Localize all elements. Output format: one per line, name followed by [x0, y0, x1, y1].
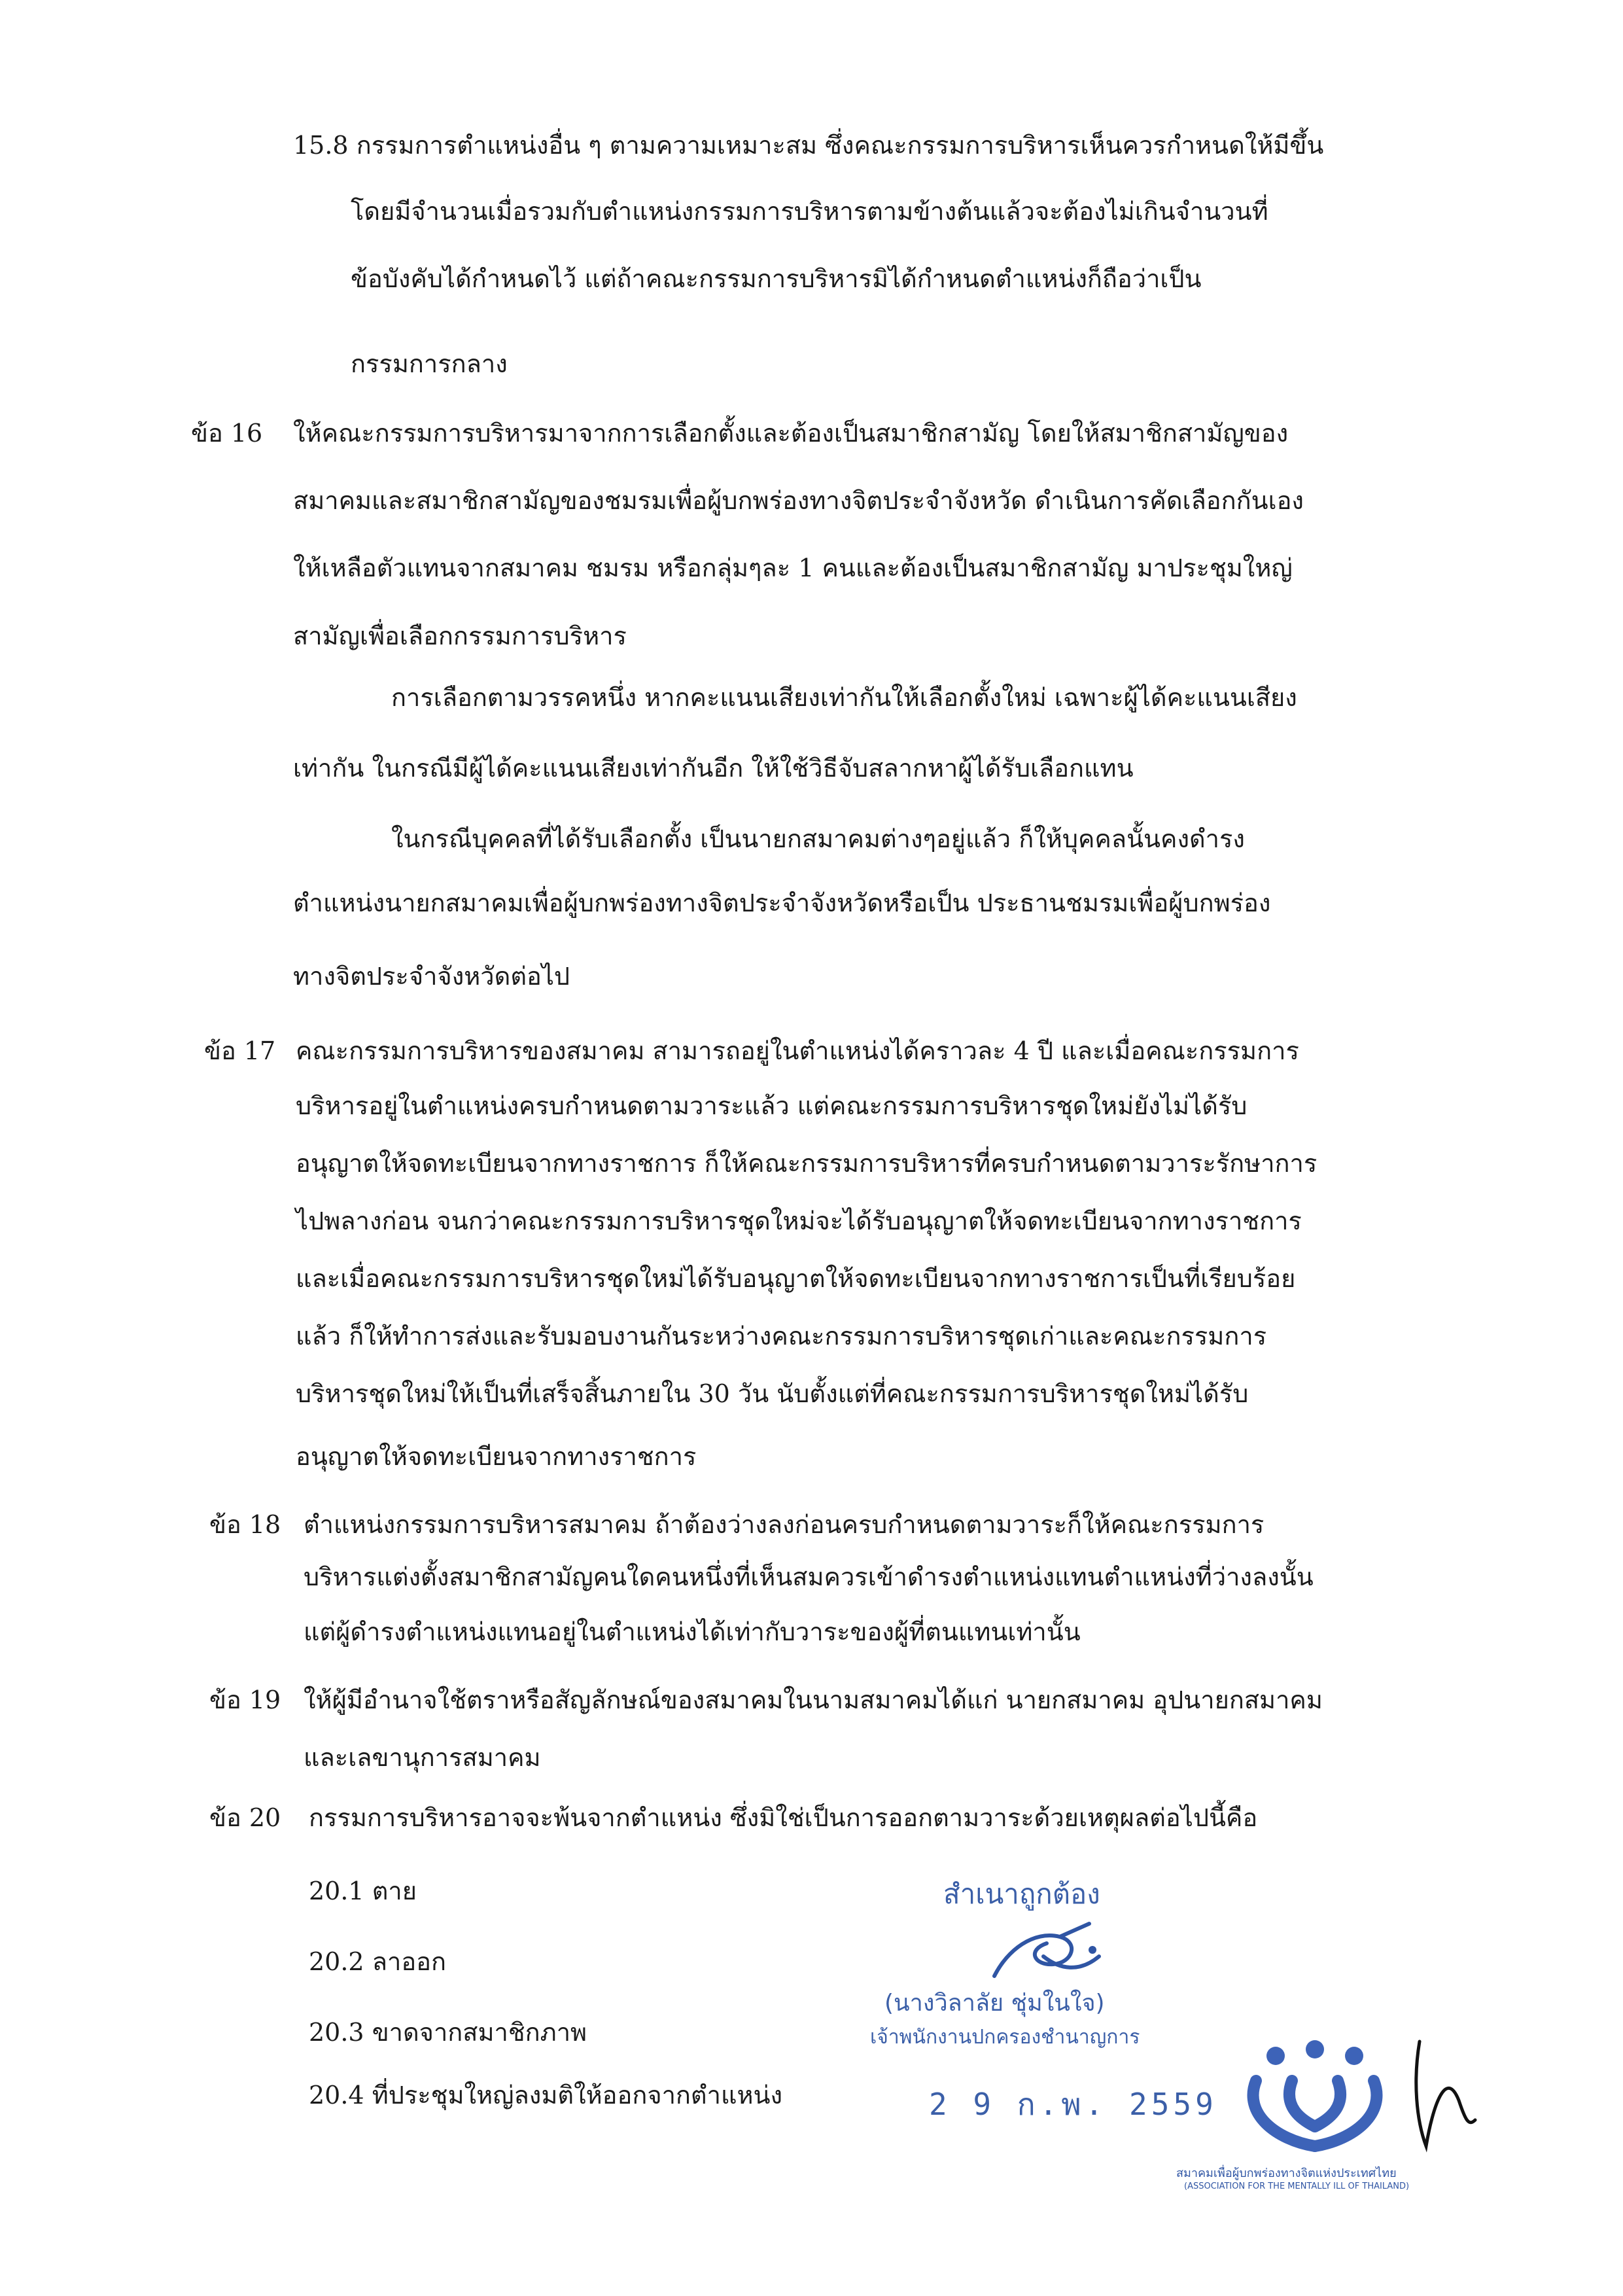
clause-line: อนุญาตให้จดทะเบียนจากทางราชการ ก็ให้คณะกรรมการบริหารที่ครบกำหนดตามวาระรักษาการ: [296, 1149, 1318, 1178]
signature-mark: [981, 1911, 1112, 1989]
clause-line: ตำแหน่งนายกสมาคมเพื่อผู้บกพร่องทางจิตประจำจังหวัดหรือเป็น ประธานชมรมเพื่อผู้บกพร่อง: [293, 889, 1271, 917]
clause-line: บริหารอยู่ในตำแหน่งครบกำหนดตามวาระแล้ว แต่คณะกรรมการบริหารชุดใหม่ยังไม่ได้รับ: [296, 1091, 1248, 1120]
clause-line: แล้ว ก็ให้ทำการส่งและรับมอบงานกันระหว่างคณะกรรมการบริหารชุดเก่าและคณะกรรมการ: [296, 1322, 1267, 1351]
stamp-date: 2 9 ก.พ. 2559: [929, 2087, 1217, 2122]
clause-line: ให้คณะกรรมการบริหารมาจากการเลือกตั้งและต้องเป็นสมาชิกสามัญ โดยให้สมาชิกสามัญของ: [293, 419, 1289, 448]
clause-line: สามัญเพื่อเลือกกรรมการบริหาร: [293, 622, 627, 650]
clause-line: ทางจิตประจำจังหวัดต่อไป: [293, 962, 570, 991]
clause-number: ข้อ 16: [191, 419, 263, 448]
handwritten-signature: [1400, 2028, 1478, 2159]
list-item: 20.4 ที่ประชุมใหญ่ลงมติให้ออกจากตำแหน่ง: [309, 2081, 783, 2110]
clause-number: ข้อ 18: [209, 1510, 281, 1539]
clause-number: ข้อ 20: [209, 1803, 281, 1832]
clause-number: ข้อ 17: [204, 1036, 276, 1065]
clause-line: ให้ผู้มีอำนาจใช้ตราหรือสัญลักษณ์ของสมาคมในนามสมาคมได้แก่ นายกสมาคม อุปนายกสมาคม: [304, 1686, 1323, 1714]
clause-line: บริหารแต่งตั้งสมาชิกสามัญคนใดคนหนึ่งที่เห็นสมควรเข้าดำรงตำแหน่งแทนตำแหน่งที่ว่างลงนั้น: [304, 1563, 1314, 1591]
clause-line: อนุญาตให้จดทะเบียนจากทางราชการ: [296, 1442, 697, 1471]
list-item: 20.3 ขาดจากสมาชิกภาพ: [309, 2018, 587, 2047]
clause-line: ไปพลางก่อน จนกว่าคณะกรรมการบริหารชุดใหม่จะได้รับอนุญาตให้จดทะเบียนจากทางราชการ: [296, 1207, 1302, 1235]
clause-line: ตำแหน่งกรรมการบริหารสมาคม ถ้าต้องว่างลงก่อนครบกำหนดตามวาระก็ให้คณะกรรมการ: [304, 1510, 1265, 1539]
clause-line: ข้อบังคับได้กำหนดไว้ แต่ถ้าคณะกรรมการบริหารมิได้กำหนดตำแหน่งก็ถือว่าเป็น: [351, 264, 1202, 293]
clause-line: ให้เหลือตัวแทนจากสมาคม ชมรม หรือกลุ่มๆละ 1 คนและต้องเป็นสมาชิกสามัญ มาประชุมใหญ่: [293, 554, 1293, 582]
list-item: 20.1 ตาย: [309, 1877, 417, 1905]
clause-line: ในกรณีบุคคลที่ได้รับเลือกตั้ง เป็นนายกสมาคมต่างๆอยู่แล้ว ก็ให้บุคคลนั้นคงดำรง: [391, 824, 1245, 853]
stamp-role: เจ้าพนักงานปกครองชำนาญการ: [870, 2026, 1140, 2049]
clause-line: เท่ากัน ในกรณีมีผู้ได้คะแนนเสียงเท่ากันอีก ให้ใช้วิธีจับสลากหาผู้ได้รับเลือกแทน: [293, 754, 1134, 783]
clause-line: 15.8 กรรมการตำแหน่งอื่น ๆ ตามความเหมาะสม ซึ่งคณะกรรมการบริหารเห็นควรกำหนดให้มีขึ้น: [293, 131, 1324, 160]
stamp-title: สำเนาถูกต้อง: [943, 1878, 1100, 1910]
clause-line: และเลขานุการสมาคม: [304, 1743, 541, 1772]
clause-line: กรรมการกลาง: [351, 349, 508, 378]
clause-line: คณะกรรมการบริหารของสมาคม สามารถอยู่ในตำแหน่งได้คราวละ 4 ปี และเมื่อคณะกรรมการ: [296, 1036, 1299, 1065]
clause-line: โดยมีจำนวนเมื่อรวมกับตำแหน่งกรรมการบริหารตามข้างต้นแล้วจะต้องไม่เกินจำนวนที่: [351, 197, 1268, 226]
association-name-en: (ASSOCIATION FOR THE MENTALLY ILL OF THAILAND): [1184, 2181, 1410, 2191]
clause-line: บริหารชุดใหม่ให้เป็นที่เสร็จสิ้นภายใน 30 วัน นับตั้งแต่ที่คณะกรรมการบริหารชุดใหม่ได้รับ: [296, 1379, 1249, 1408]
clause-line: สมาคมและสมาชิกสามัญของชมรมเพื่อผู้บกพร่องทางจิตประจำจังหวัด ดำเนินการคัดเลือกกันเอง: [293, 486, 1304, 515]
clause-line: กรรมการบริหารอาจจะพ้นจากตำแหน่ง ซึ่งมิใช่เป็นการออกตามวาระด้วยเหตุผลต่อไปนี้คือ: [309, 1803, 1258, 1832]
clause-line: แต่ผู้ดำรงตำแหน่งแทนอยู่ในตำแหน่งได้เท่ากับวาระของผู้ที่ตนแทนเท่านั้น: [304, 1617, 1081, 1646]
stamp-name: (นางวิลาลัย ชุ่มในใจ): [884, 1990, 1105, 2017]
association-name-th: สมาคมเพื่อผู้บกพร่องทางจิตแห่งประเทศไทย: [1176, 2166, 1397, 2180]
list-item: 20.2 ลาออก: [309, 1947, 446, 1976]
clause-number: ข้อ 19: [209, 1686, 281, 1714]
clause-line: การเลือกตามวรรคหนึ่ง หากคะแนนเสียงเท่ากันให้เลือกตั้งใหม่ เฉพาะผู้ได้คะแนนเสียง: [391, 683, 1297, 712]
association-emblem-icon: [1230, 2035, 1400, 2159]
clause-line: และเมื่อคณะกรรมการบริหารชุดใหม่ได้รับอนุญาตให้จดทะเบียนจากทางราชการเป็นที่เรียบร้อย: [296, 1264, 1296, 1293]
